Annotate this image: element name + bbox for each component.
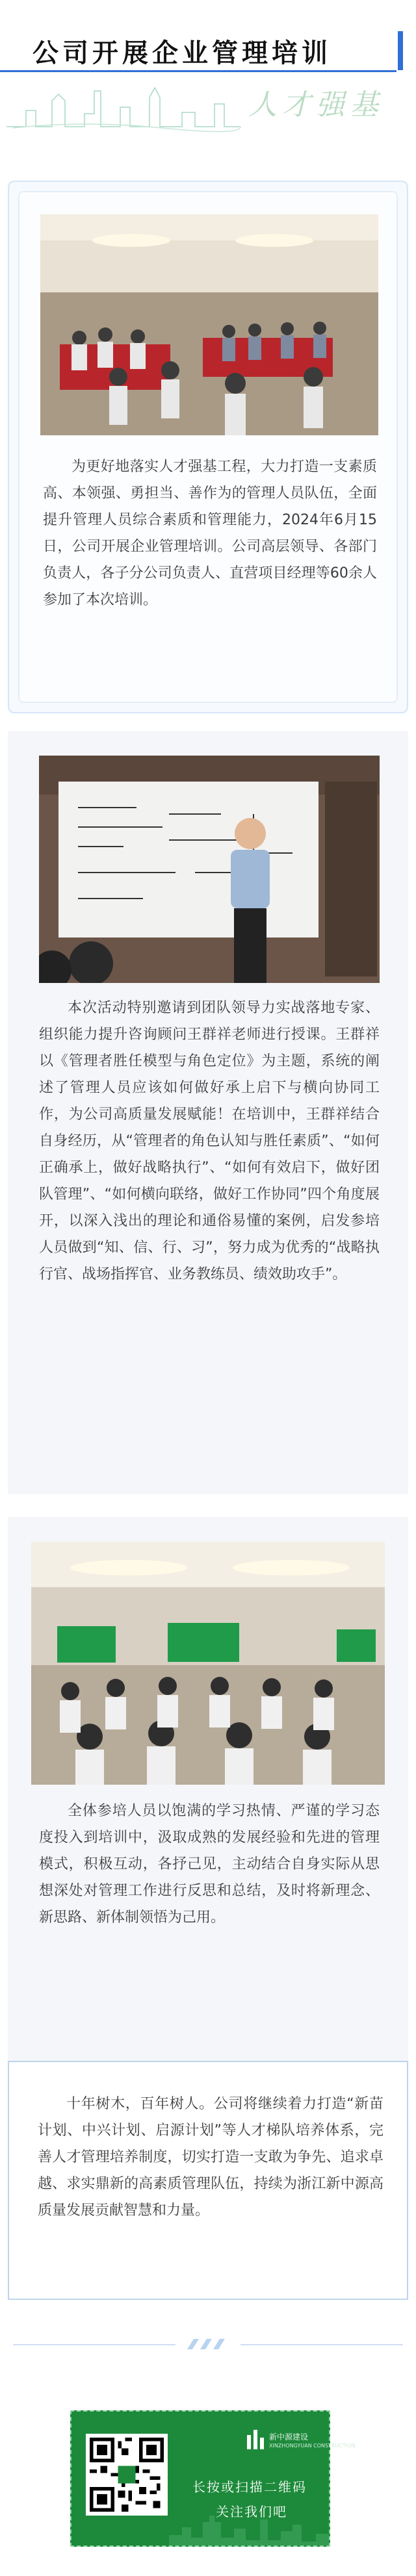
qr-follow-card — [70, 2410, 356, 2547]
qr-cta-line-1: 长按或扫描二维码 — [192, 2479, 307, 2495]
qr-code-icon[interactable] — [86, 2434, 168, 2516]
divider-line-right — [240, 2344, 403, 2345]
company-logo-name: 新中源建设 — [269, 2432, 309, 2442]
title-underline — [0, 70, 396, 72]
section-lecture — [8, 731, 408, 1494]
section-outlook — [8, 2061, 408, 2300]
qr-cta-line-2: 关注我们吧 — [216, 2504, 287, 2519]
company-logo-mark-icon — [244, 2429, 266, 2451]
company-logo-subtitle: XINZHONGYUAN CONSTRUCTION — [269, 2443, 356, 2449]
section-participation — [8, 1517, 408, 2076]
lecturer-photo — [39, 756, 380, 983]
divider-stripes-icon — [183, 2338, 233, 2351]
divider-line-left — [13, 2344, 176, 2345]
slogan-calligraphy: 人才强基 — [248, 88, 384, 121]
section-divider — [0, 2338, 416, 2351]
section-intro — [8, 181, 408, 713]
outlook-paragraph: 十年树木，百年树人。公司将继续着力打造“新苗计划、中兴计划、启源计划”等人才梯队培养体系，完善人才管理培养制度，切实打造一支敢为争先、追求卓越、求实鼎新的高素质管理队伍，持续为浙江新中源高质量发展贡献智慧和力量。 — [38, 2096, 384, 2219]
page-header — [0, 0, 416, 136]
intro-paragraph: 为更好地落实人才强基工程，大力打造一支素质高、本领强、勇担当、善作为的管理人员队伍，全面提升管理人员综合素质和管理能力，2024年6月15日，公司开展企业管理培训。公司高层领导、各部门负责人，各子分公司负责人、直营项目经理等60余人参加了本次培训。 — [43, 459, 377, 608]
page-title: 公司开展企业管理培训 — [32, 38, 332, 68]
title-bar — [20, 27, 403, 70]
audience-photo — [31, 1542, 385, 1785]
training-hall-photo — [40, 214, 378, 435]
lecture-paragraph: 本次活动特别邀请到团队领导力实战落地专家、组织能力提升咨询顾问王群祥老师进行授课。王群祥以《管理者胜任模型与角色定位》为主题，系统的阐述了管理人员应该如何做好承上启下与横向协同工作，为公司高质量发展赋能！在培训中，王群祥结合自身经历，从“管理者的角色认知与胜任素质”、“如何正确承上，做好战略执行”、“如何有效启下，做好团队管理”、“如何横向联络，做好工作协同”四个角度展开，以深入浅出的理论和通俗易懂的案例，启发参培人员做到“知、信、行、习”，努力成为优秀的“战略执行官、战场指挥官、业务教练员、绩效助攻手”。 — [39, 1000, 380, 1282]
company-logo — [240, 2425, 356, 2464]
participation-paragraph: 全体参培人员以饱满的学习热情、严谨的学习态度投入到培训中，汲取成熟的发展经验和先进的管理模式，积极互动，各抒己见，主动结合自身实际从思想深处对管理工作进行反思和总结，及时将新理念、新思路、新体制领悟为己用。 — [39, 1803, 380, 1926]
card-skyline-graphic — [169, 2509, 329, 2545]
title-accent-bar — [398, 31, 403, 70]
